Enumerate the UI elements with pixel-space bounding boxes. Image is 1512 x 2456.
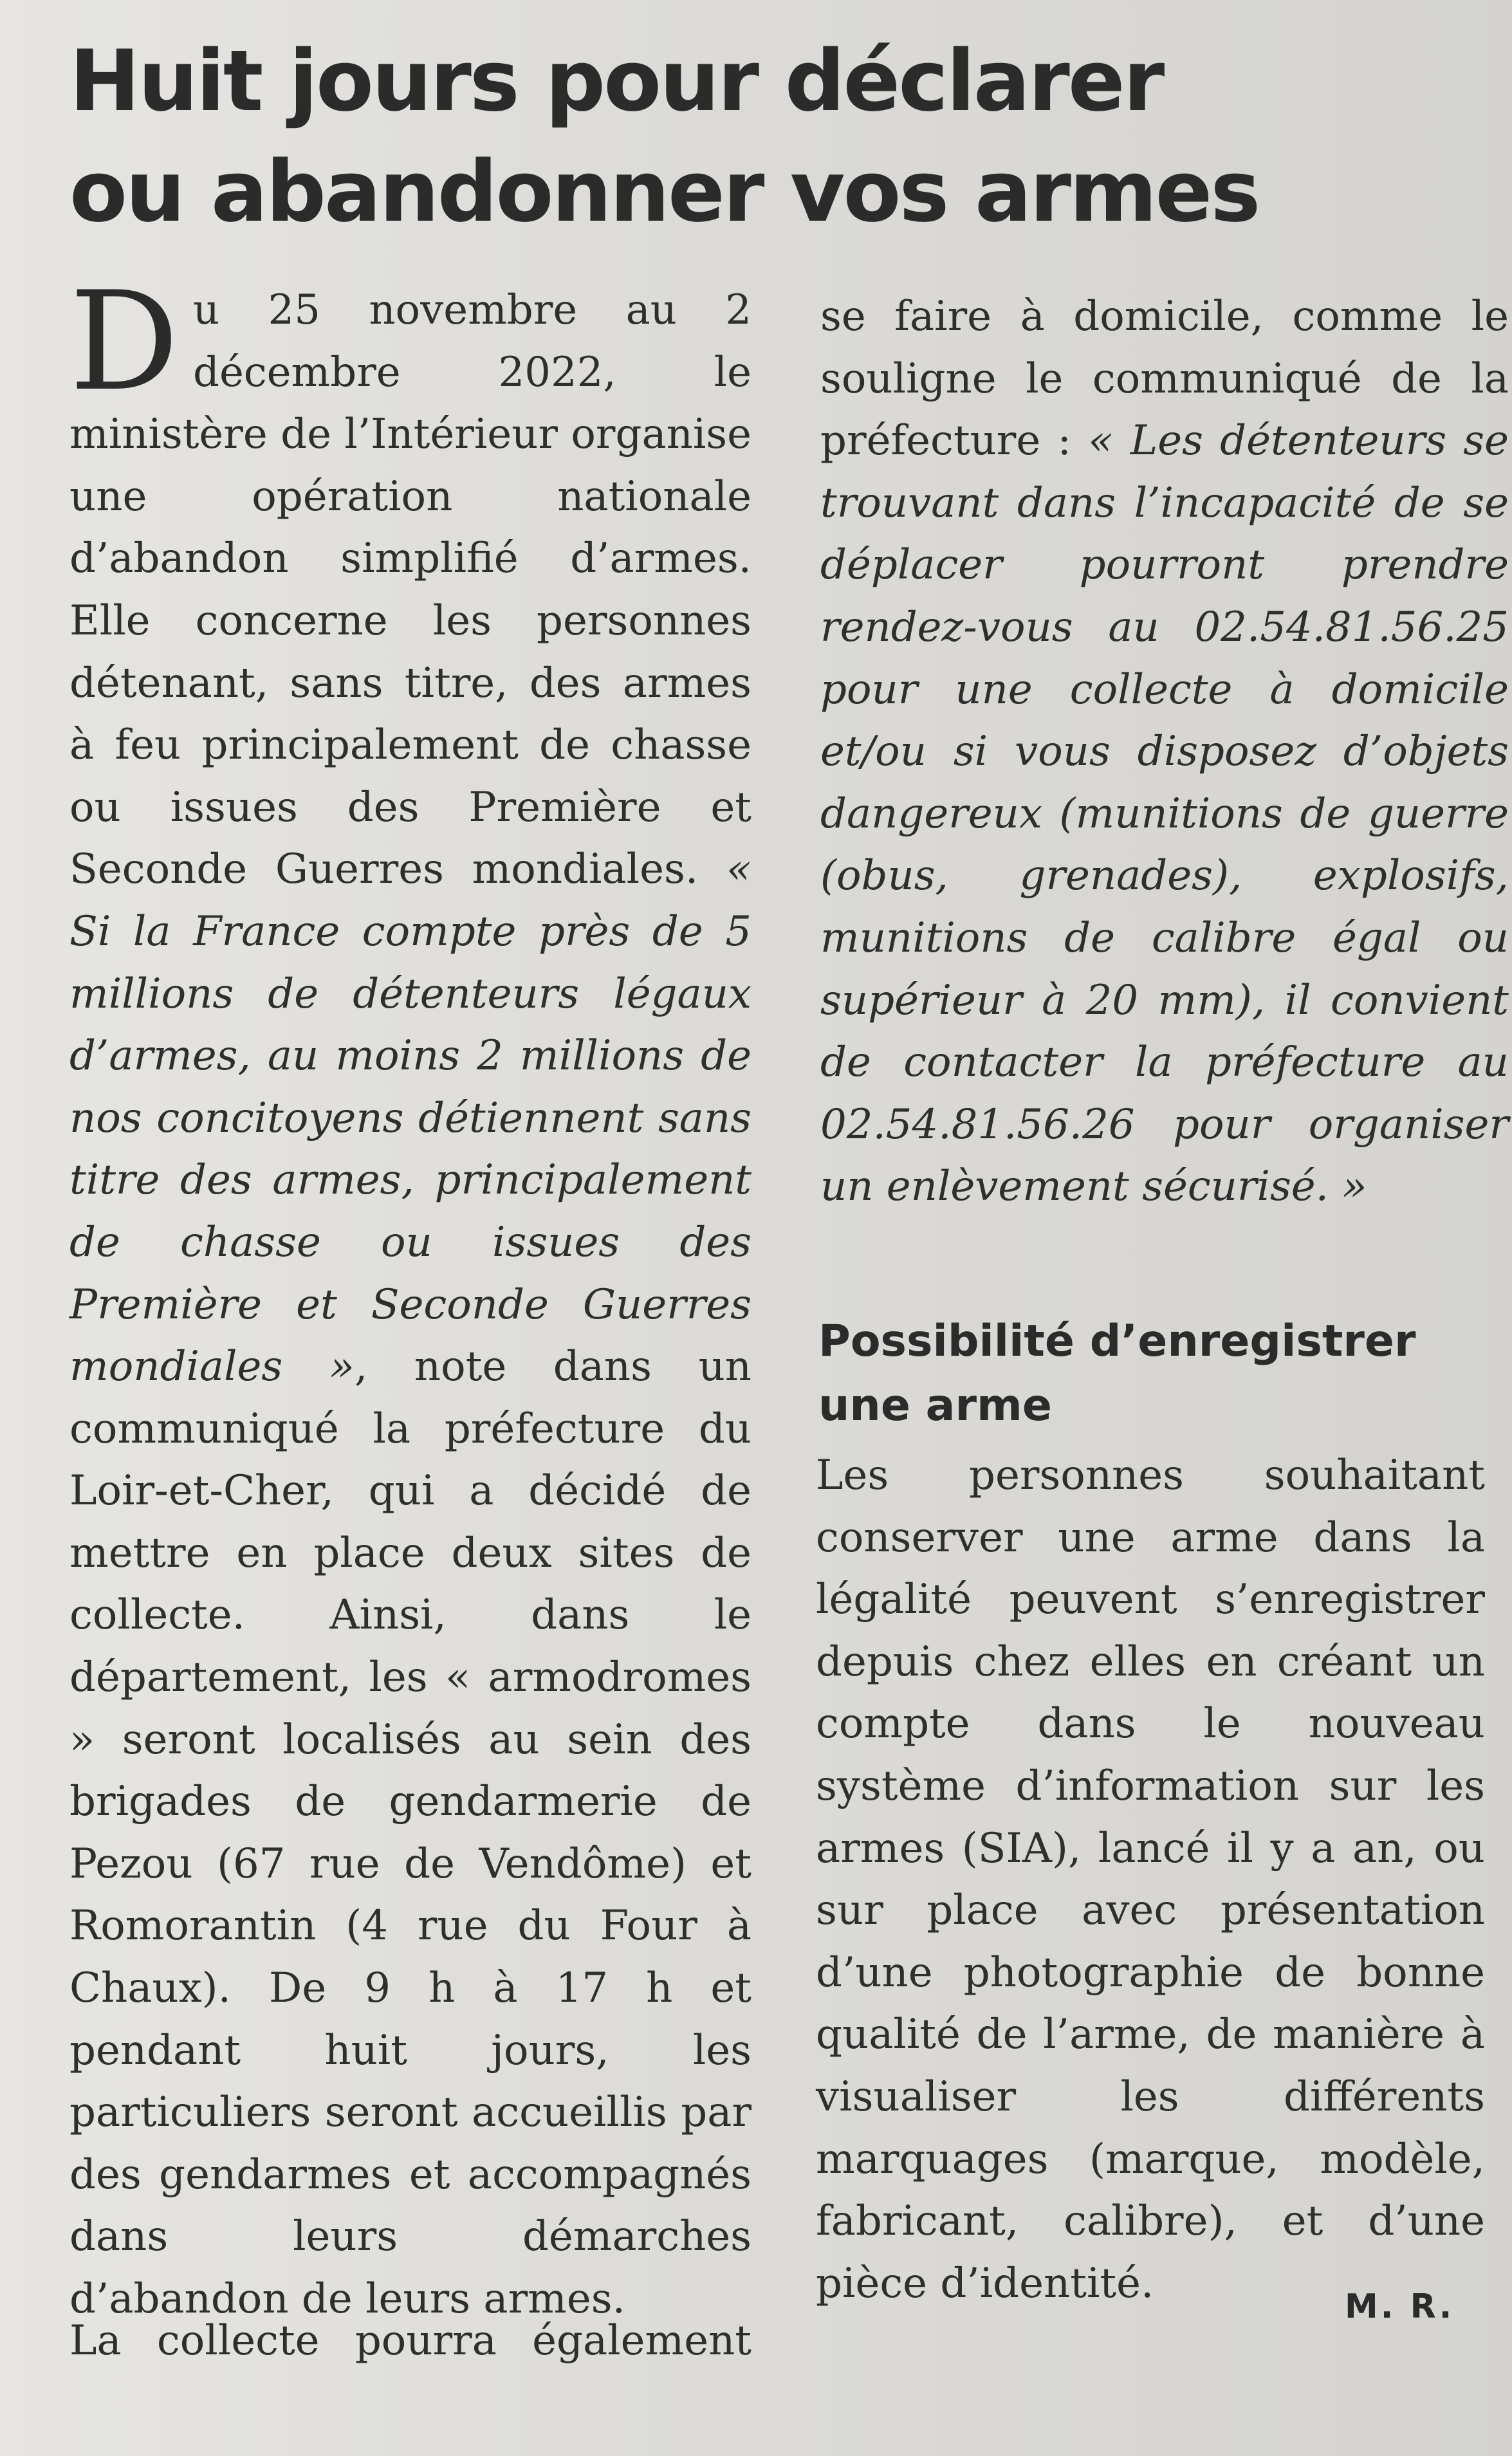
right-column	[820, 286, 1509, 1218]
right-p1-lead: se faire à domicile, comme le souligne le communiqué de la préfecture :	[820, 293, 1509, 465]
author-byline: M. R.	[1345, 2287, 1455, 2326]
headline-line-2: ou abandonner vos armes	[69, 142, 1259, 241]
left-column	[69, 262, 751, 2331]
right-paragraph-2: Les personnes souhaitant conserver une arme dans la légalité peuvent s’enregistrer depuis chez elles en créant un compte dans le nouveau système d’information sur les armes (SIA), lancé il y a an, ou sur place avec présentation d’une photographie de bonne qualité de l’arme, de manière à visualiser les différents marquages (marque, modèle, fabricant, calibre), et d’une pièce d’identité.	[816, 1452, 1485, 2307]
right-p1-quote: « Les détenteurs se trouvant dans l’incapacité de se déplacer pourront prendre rendez-vous au 02.54.81.56.25 pour une collecte à domicile et/ou si vous disposez d’objets dangereux (munitions de guerre (obus, grenades), explosifs, munitions de calibre égal ou supérieur à 20 mm), il convient de contacter la préfecture au 02.54.81.56.26 pour organiser un enlèvement sécurisé. »	[820, 417, 1509, 1211]
headline-line-1: Huit jours pour déclarer	[69, 32, 1163, 130]
article-headline	[69, 26, 1421, 247]
drop-cap: D	[69, 262, 179, 421]
right-column-lower	[816, 1445, 1485, 2314]
left-p1-lead: u 25 novembre au 2 décembre 2022, le ministère de l’Intérieur organise une opération nationale d’abandon simplifié d’armes. Elle concerne les personnes détenant, sans titre, des armes à feu principalement de chasse ou issues des Première et Seconde Guerres mondiales.	[69, 286, 751, 894]
left-p1-tail: , note dans un communiqué la préfecture du Loir-et-Cher, qui a décidé de mettre en place deux sites de collecte. Ainsi, dans le département, les « armodromes » seront localisés au sein des brigades de gendarmerie de Pezou (67 rue de Vendôme) et Romorantin (4 rue du Four à Chaux). De 9 h à 17 h et pendant huit jours, les particuliers seront accueillis par des gendarmes et accompagnés dans leurs démarches d’abandon de leurs armes.	[69, 1343, 751, 2323]
right-paragraph-1	[820, 286, 1509, 1218]
left-paragraph-2: La collecte pourra également	[69, 2317, 751, 2365]
section-subheading: Possibilité d’enregistrer une arme	[818, 1316, 1416, 1431]
left-p1-quote: « Si la France compte près de 5 millions de détenteurs légaux d’armes, au moins 2 millions de nos concitoyens détiennent sans titre des armes, principalement de chasse ou issues des Première et Seconde Guerres mondiales »	[69, 845, 751, 1391]
left-paragraph-1	[69, 262, 751, 2331]
